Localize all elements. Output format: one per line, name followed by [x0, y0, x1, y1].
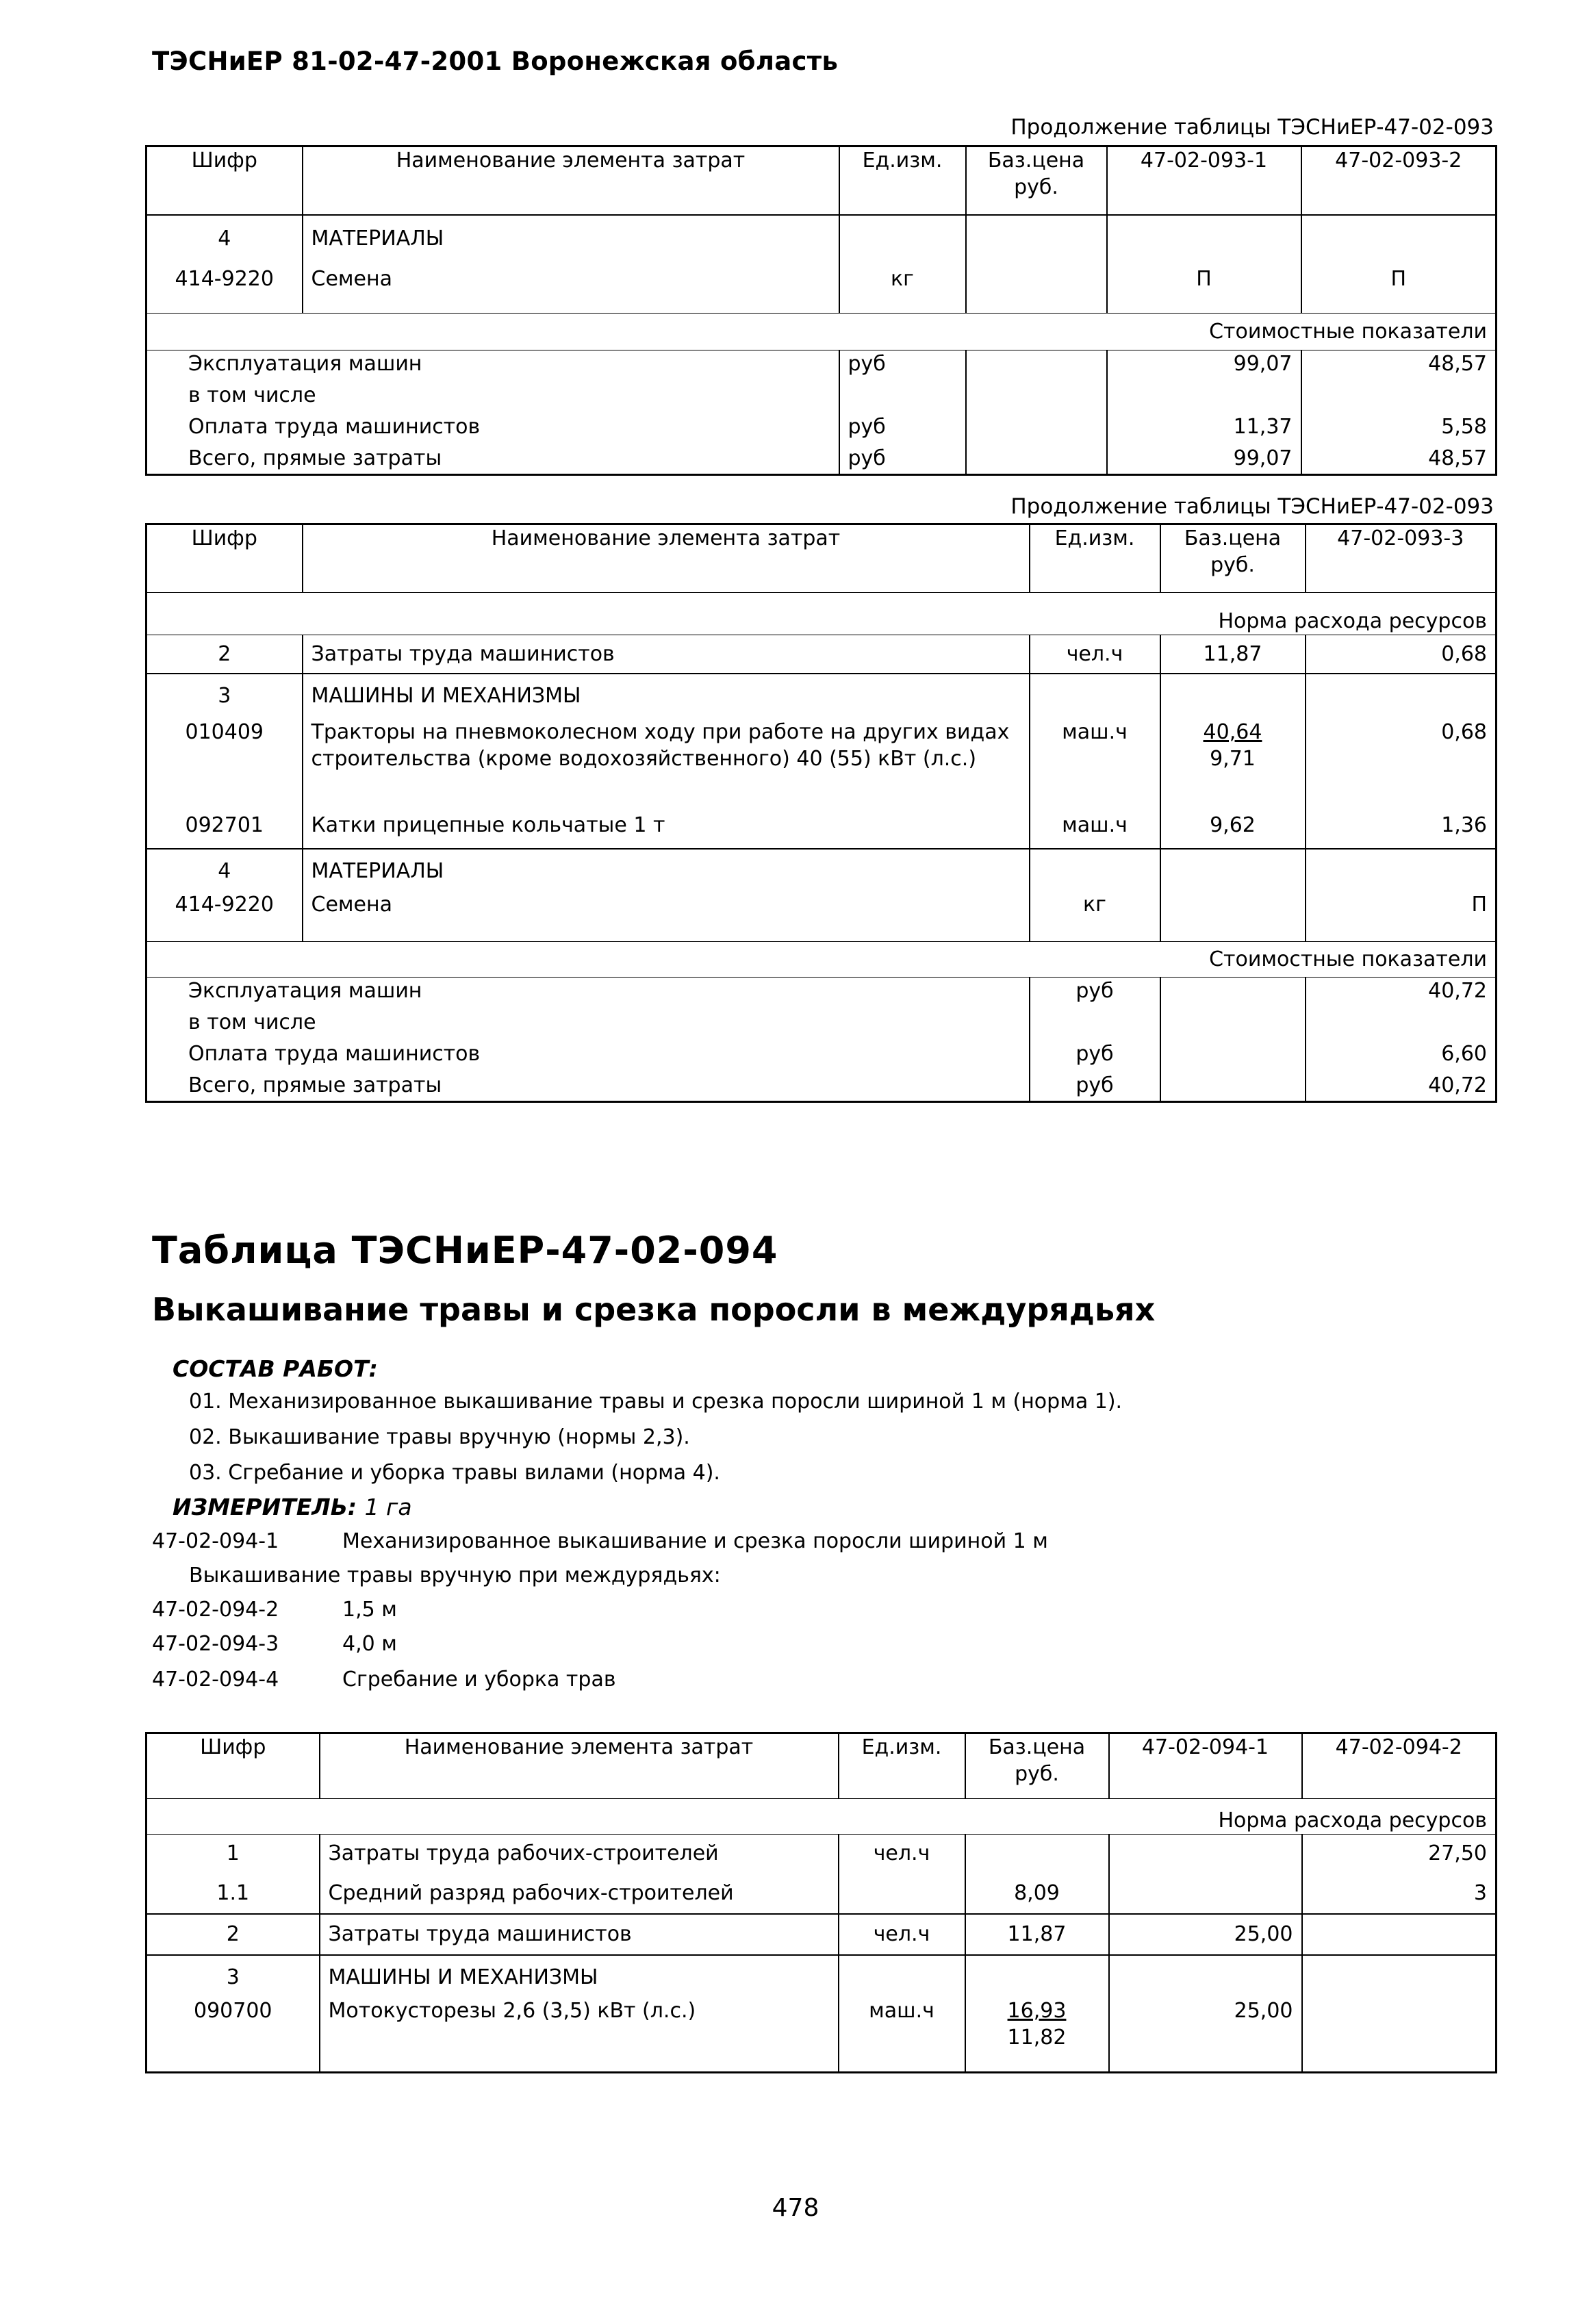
norm-caption: Норма расхода ресурсов: [147, 593, 1497, 635]
row-value-1: [1109, 1835, 1302, 1873]
row-unit: чел.ч: [839, 1835, 965, 1873]
row-price: [1160, 719, 1306, 812]
price-bottom: 9,71: [1210, 746, 1256, 771]
cost-name: Всего, прямые затраты: [147, 1072, 1030, 1102]
norm-caption: Норма расхода ресурсов: [147, 1799, 1497, 1835]
col-header-code: Шифр: [147, 146, 303, 215]
col-header-unit: Ед.изм.: [839, 146, 966, 215]
row-value-3: 1,36: [1306, 812, 1497, 849]
col-header-norm-1: 47-02-094-1: [1109, 1733, 1302, 1799]
section-name: МАШИНЫ И МЕХАНИЗМЫ: [320, 1955, 839, 1997]
row-value-1: П: [1107, 266, 1301, 314]
col-header-base-price: Баз.цена руб.: [965, 1733, 1109, 1799]
cost-value-3: 40,72: [1306, 978, 1497, 1009]
row-value-2: [1302, 1997, 1497, 2073]
row-name: Затраты труда машинистов: [303, 635, 1030, 674]
cost-name: Оплата труда машинистов: [147, 413, 839, 445]
cost-name: Всего, прямые затраты: [147, 445, 839, 475]
cost-value-1: 99,07: [1107, 445, 1301, 475]
cost-name: Оплата труда машинистов: [147, 1040, 1030, 1072]
cost-value-2: 5,58: [1301, 413, 1497, 445]
row-code: 1.1: [147, 1873, 320, 1914]
section-code: 4: [147, 849, 303, 891]
measure-label-text: ИЗМЕРИТЕЛЬ:: [173, 1494, 357, 1520]
cost-unit: руб: [1030, 978, 1160, 1009]
section-code: 3: [147, 674, 303, 719]
row-code: 010409: [147, 719, 303, 812]
cost-unit: руб: [839, 413, 966, 445]
norm-code: 47-02-094-4: [152, 1668, 279, 1691]
row-value-1: 25,00: [1109, 1914, 1302, 1955]
norm-text: Выкашивание травы вручную при междурядьях:: [189, 1563, 721, 1587]
row-name: Затраты труда рабочих-строителей: [320, 1835, 839, 1873]
row-value-3: П: [1306, 891, 1497, 942]
row-name: Мотокусторезы 2,6 (3,5) кВт (л.с.): [320, 1997, 839, 2073]
table3: [145, 1732, 1497, 2073]
row-code: 092701: [147, 812, 303, 849]
table1-continuation-caption: Продолжение таблицы ТЭСНиЕР-47-02-093: [1010, 115, 1494, 140]
norm-code: 47-02-094-3: [152, 1632, 279, 1656]
row-price: 11,87: [965, 1914, 1109, 1955]
col-header-base-price: Баз.цена руб.: [966, 146, 1107, 215]
row-name: Тракторы на пневмоколесном ходу при работе на других видах строительства (кроме водохозяйственного) 40 (55) кВт (л.с.): [303, 719, 1030, 812]
norm-text: 4,0 м: [342, 1632, 397, 1656]
cost-name: Эксплуатация машин: [147, 978, 1030, 1009]
section-title: Таблица ТЭСНиЕР-47-02-094: [152, 1229, 778, 1272]
row-value-2: 3: [1302, 1873, 1497, 1914]
row-unit: чел.ч: [839, 1914, 965, 1955]
section-subtitle: Выкашивание травы и срезка поросли в междурядьях: [152, 1291, 1156, 1328]
row-value-3: 0,68: [1306, 719, 1497, 812]
measure-label: [173, 1494, 412, 1520]
row-price: 11,87: [1160, 635, 1306, 674]
section-code: 3: [147, 1955, 320, 1997]
col-header-norm-2: 47-02-093-2: [1301, 146, 1497, 215]
col-header-norm-1: 47-02-093-1: [1107, 146, 1301, 215]
row-value-2: П: [1301, 266, 1497, 314]
row-value-1: [1109, 1873, 1302, 1914]
cost-name: в том числе: [147, 382, 839, 413]
row-price: 9,62: [1160, 812, 1306, 849]
norm-code: 47-02-094-2: [152, 1598, 279, 1622]
norm-text: Сгребание и уборка трав: [342, 1668, 616, 1691]
col-header-unit: Ед.изм.: [839, 1733, 965, 1799]
row-unit: маш.ч: [1030, 719, 1160, 812]
section-name: МАТЕРИАЛЫ: [303, 849, 1030, 891]
section-name: МАШИНЫ И МЕХАНИЗМЫ: [303, 674, 1030, 719]
norm-code: 47-02-094-1: [152, 1529, 279, 1553]
row-value-2: 27,50: [1302, 1835, 1497, 1873]
row-value-3: 0,68: [1306, 635, 1497, 674]
price-bottom: 11,82: [1007, 2025, 1067, 2050]
cost-caption: Стоимостные показатели: [147, 942, 1497, 978]
row-unit: маш.ч: [1030, 812, 1160, 849]
row-name: Средний разряд рабочих-строителей: [320, 1873, 839, 1914]
cost-value-3: 6,60: [1306, 1040, 1497, 1072]
row-code: 2: [147, 1914, 320, 1955]
cost-value-2: 48,57: [1301, 445, 1497, 475]
price-top: 16,93: [1007, 1998, 1067, 2023]
col-header-base-price: Баз.цена руб.: [1160, 524, 1306, 593]
composition-item: 02. Выкашивание травы вручную (нормы 2,3).: [189, 1425, 690, 1449]
row-code: 1: [147, 1835, 320, 1873]
measure-value: 1 га: [364, 1494, 412, 1520]
row-name: Затраты труда машинистов: [320, 1914, 839, 1955]
section-code: 4: [147, 215, 303, 266]
composition-item: 03. Сгребание и уборка травы вилами (норма 4).: [189, 1461, 720, 1485]
cost-unit: руб: [839, 350, 966, 382]
table2: [145, 523, 1497, 1103]
col-header-norm-2: 47-02-094-2: [1302, 1733, 1497, 1799]
col-header-name: Наименование элемента затрат: [303, 524, 1030, 593]
cost-value-2: 48,57: [1301, 350, 1497, 382]
col-header-name: Наименование элемента затрат: [320, 1733, 839, 1799]
row-code: 090700: [147, 1997, 320, 2073]
section-name: МАТЕРИАЛЫ: [303, 215, 839, 266]
cost-unit: руб: [1030, 1040, 1160, 1072]
row-price: 8,09: [965, 1873, 1109, 1914]
composition-item: 01. Механизированное выкашивание травы и срезка поросли шириной 1 м (норма 1).: [189, 1390, 1123, 1414]
row-code: 414-9220: [147, 891, 303, 942]
col-header-name: Наименование элемента затрат: [303, 146, 839, 215]
row-price: [965, 1997, 1109, 2073]
row-value-2: [1302, 1914, 1497, 1955]
col-header-code: Шифр: [147, 524, 303, 593]
norm-text: 1,5 м: [342, 1598, 397, 1622]
row-value-1: 25,00: [1109, 1997, 1302, 2073]
cost-value-3: 40,72: [1306, 1072, 1497, 1102]
row-code: 414-9220: [147, 266, 303, 314]
cost-name: Эксплуатация машин: [147, 350, 839, 382]
price-top: 40,64: [1203, 719, 1262, 744]
col-header-unit: Ед.изм.: [1030, 524, 1160, 593]
row-price: [965, 1835, 1109, 1873]
running-header: ТЭСНиЕР 81-02-47-2001 Воронежская область: [152, 47, 839, 76]
table2-continuation-caption: Продолжение таблицы ТЭСНиЕР-47-02-093: [1010, 494, 1494, 519]
row-unit: чел.ч: [1030, 635, 1160, 674]
table1: [145, 145, 1497, 476]
row-unit: маш.ч: [839, 1997, 965, 2073]
cost-unit: руб: [839, 445, 966, 475]
cost-caption: Стоимостные показатели: [147, 314, 1497, 350]
row-name: Семена: [303, 266, 839, 314]
row-unit: [839, 1873, 965, 1914]
page-number: 478: [772, 2194, 819, 2222]
row-code: 2: [147, 635, 303, 674]
cost-unit: руб: [1030, 1072, 1160, 1102]
col-header-code: Шифр: [147, 1733, 320, 1799]
cost-value-1: 99,07: [1107, 350, 1301, 382]
cost-name: в том числе: [147, 1009, 1030, 1040]
cost-value-1: 11,37: [1107, 413, 1301, 445]
norm-text: Механизированное выкашивание и срезка поросли шириной 1 м: [342, 1529, 1048, 1553]
composition-label: СОСТАВ РАБОТ:: [173, 1355, 378, 1382]
row-name: Катки прицепные кольчатые 1 т: [303, 812, 1030, 849]
row-name: Семена: [303, 891, 1030, 942]
row-unit: кг: [1030, 891, 1160, 942]
col-header-norm-3: 47-02-093-3: [1306, 524, 1497, 593]
row-unit: кг: [839, 266, 966, 314]
